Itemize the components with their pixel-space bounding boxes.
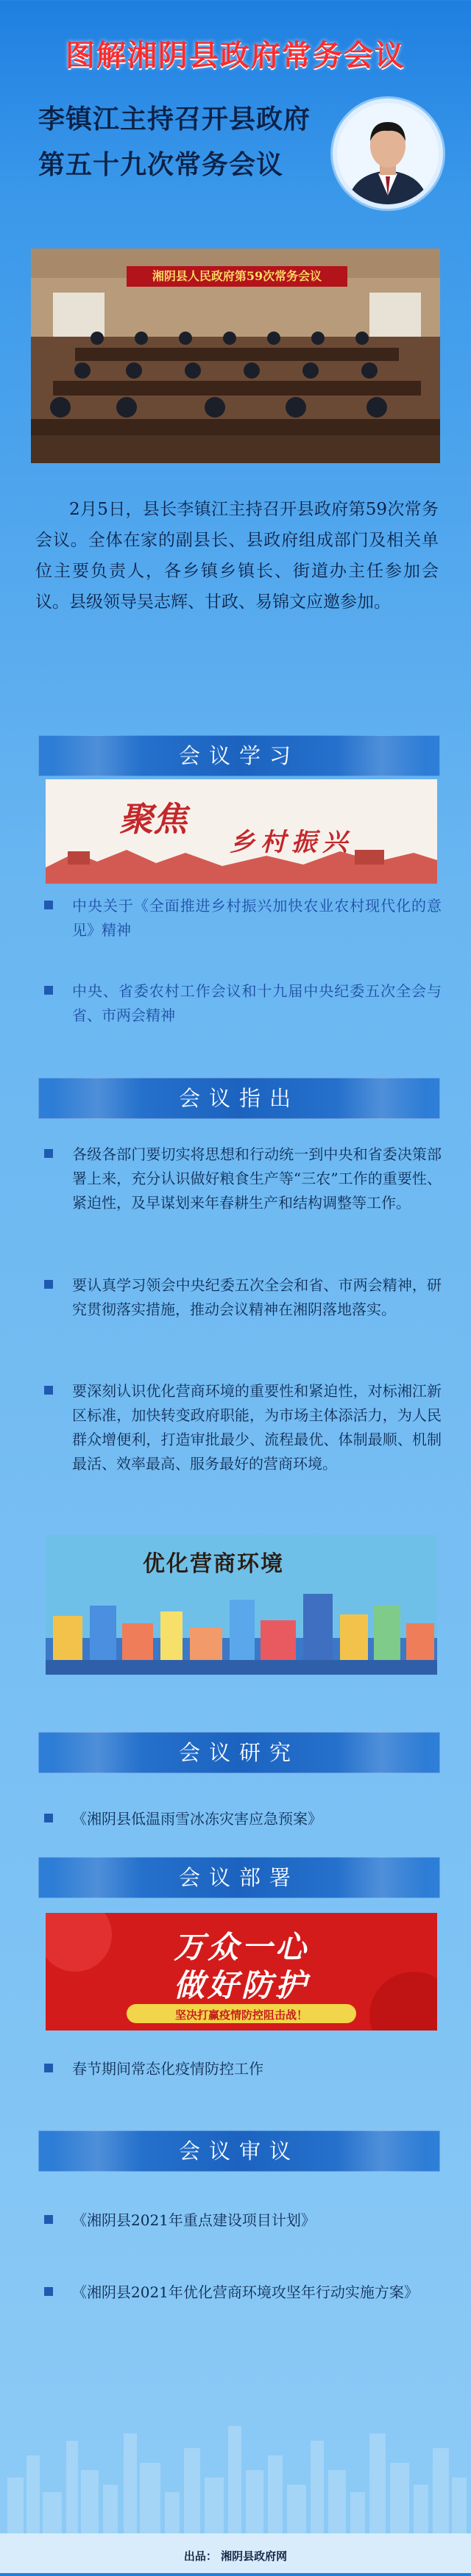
photo-banner-text: 湘阴县人民政府第59次常务会议 <box>152 269 322 283</box>
bullet-icon <box>44 1280 53 1289</box>
list-item: 要认真学习领会中央纪委五次全会和省、市两会精神，研究贯彻落实措施，推动会议精神在湘阴落地落实。 <box>44 1273 442 1322</box>
city-skyline-graphic <box>0 2389 471 2573</box>
source-credit: 出品： 湘阴县政府网 <box>183 2550 288 2563</box>
banner-text-rural: 乡村振兴 <box>230 828 353 857</box>
bullet-icon <box>44 986 53 995</box>
page-title: 图解湘阴县政府常务会议 <box>65 39 406 73</box>
meeting-photo <box>31 248 440 463</box>
list-item: 各级各部门要切实将思想和行动统一到中央和省委决策部署上来，充分认识做好粮食生产等“三农”工作的重要性、紧迫性，及早谋划来年春耕生产和结构调整等工作。 <box>44 1142 442 1215</box>
list-item: 《湘阴县2021年优化营商环境攻坚年行动实施方案》 <box>44 2280 442 2305</box>
section-header-research <box>38 1732 440 1773</box>
headline-line-2: 第五十九次常务会议 <box>38 150 284 180</box>
section-header-review <box>38 2130 440 2172</box>
section-header-deploy <box>38 1857 440 1898</box>
section-title: 会议学习 <box>178 743 300 768</box>
list-item: 要深刻认识优化营商环境的重要性和紧迫性，对标湘江新区标准，加快转变政府职能，为市场主体添活力，为人民群众增便利，打造审批最少、流程最优、体制最顺、机制最活、效率最高、服务最好的营商环境。 <box>44 1379 442 1476</box>
bullet-icon <box>44 1386 53 1395</box>
bullet-icon <box>44 2215 53 2224</box>
rural-revitalization-banner <box>46 779 437 884</box>
leader-portrait <box>333 99 443 209</box>
intro-paragraph: 2月5日，县长李镇江主持召开县政府第59次常务会议。全体在家的副县长、县政府组成部门及相关单位主要负责人，各乡镇乡镇长、街道办主任参加会议。县级领导吴志辉、甘政、易锦文应邀参加。 <box>35 500 439 612</box>
section-header-guide <box>38 1078 440 1119</box>
section-title: 会议指出 <box>178 1086 300 1111</box>
bullet-icon <box>44 2287 53 2296</box>
bullet-icon <box>44 2064 53 2072</box>
banner-line-3: 坚决打赢疫情防控阻击战！ <box>174 2008 308 2022</box>
section-title: 会议审议 <box>178 2139 300 2164</box>
list-item: 春节期间常态化疫情防控工作 <box>44 2057 442 2081</box>
business-environment-banner <box>46 1535 437 1675</box>
banner-text-business: 优化营商环境 <box>143 1551 284 1577</box>
banner-text-focus: 聚焦 <box>119 799 187 839</box>
section-title: 会议部署 <box>178 1865 300 1890</box>
bullet-icon <box>44 901 53 909</box>
list-item: 中央、省委农村工作会议和十九届中央纪委五次全会与省、市两会精神 <box>44 979 442 1028</box>
bullet-icon <box>44 1149 53 1158</box>
headline-line-1: 李镇江主持召开县政府 <box>38 104 311 135</box>
list-item: 《湘阴县2021年重点建设项目计划》 <box>44 2208 442 2233</box>
list-item: 《湘阴县低温雨雪冰冻灾害应急预案》 <box>44 1807 442 1831</box>
epidemic-prevention-banner <box>46 1913 437 2031</box>
list-item: 中央关于《全面推进乡村振兴加快农业农村现代化的意见》精神 <box>44 894 442 942</box>
section-header-study <box>38 735 440 776</box>
bullet-icon <box>44 1814 53 1822</box>
section-title: 会议研究 <box>178 1740 300 1765</box>
banner-line-2: 做好防护 <box>173 1967 309 2003</box>
banner-line-1: 万众一心 <box>173 1929 309 1965</box>
